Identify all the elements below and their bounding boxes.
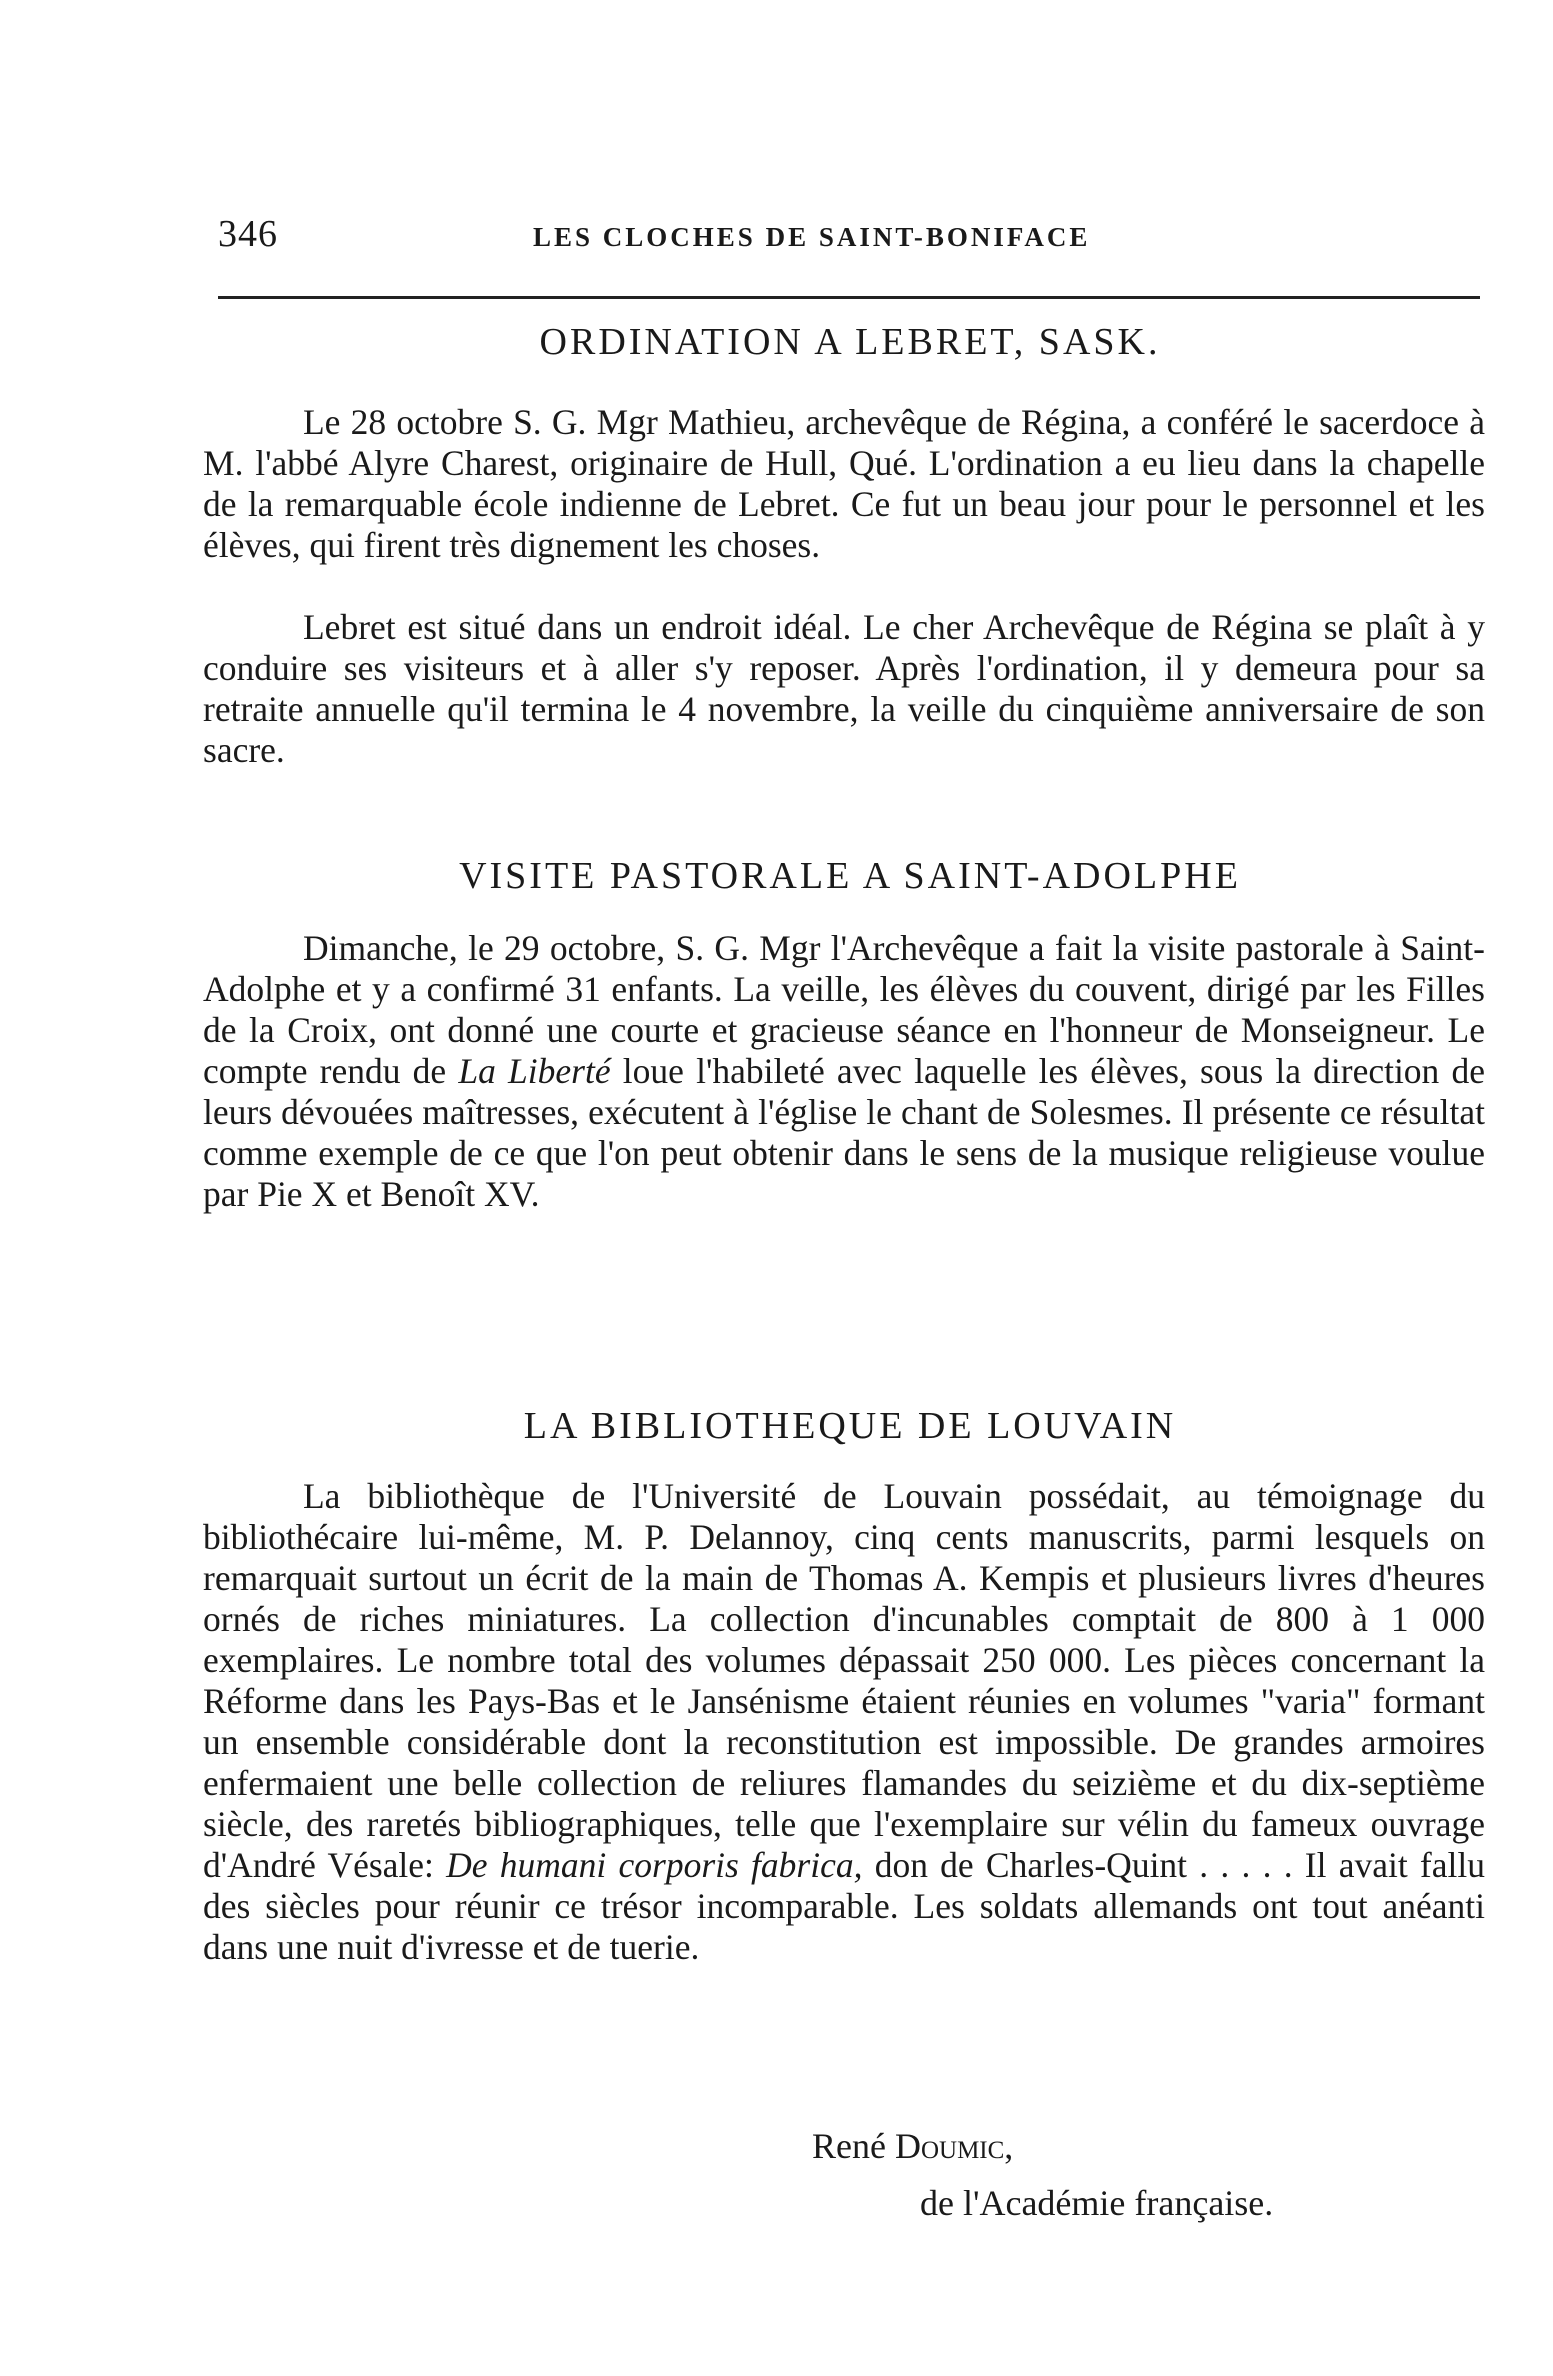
paragraph-lebret-1: Le 28 octobre S. G. Mgr Mathieu, archevêque de Régina, a conféré le sacerdoce à M. l'abbé Alyre Charest, originaire de Hull, Qué. L'ordination a eu lieu dans la chapelle de la remarquable école indienne de Lebret. Ce fut un beau jour pour le personnel et les élèves, qui firent très dignement les choses. xyxy=(203,402,1485,565)
paragraph-lebret-2: Lebret est situé dans un endroit idéal. Le cher Archevêque de Régina se plaît à y conduire ses visiteurs et à aller s'y reposer. Après l'ordination, il y demeura pour sa retraite annuelle qu'il termina le 4 novembre, la veille du cinquième anniversaire de son sacre. xyxy=(203,607,1485,770)
page-header xyxy=(218,212,1478,272)
header-rule xyxy=(218,296,1480,299)
section-heading-louvain: LA BIBLIOTHEQUE DE LOUVAIN xyxy=(523,1404,1177,1447)
paragraph-text: Dimanche, le 29 octobre, S. G. Mgr l'Archevêque a fait la visite pastorale à Saint-Adolphe et y a confirmé 31 enfants. La veille, les élèves du couvent, dirigé par les Filles de la Croix, ont donné une courte et gracieuse séance en l'honneur de Monseigneur. Le compte rendu de xyxy=(203,928,1485,1091)
paragraph-saint-adolphe xyxy=(203,928,1485,1215)
signature-name xyxy=(812,2125,1013,2167)
paragraph-text: La bibliothèque de l'Université de Louvain possédait, au témoignage du bibliothécaire lui-même, M. P. Delannoy, cinq cents manuscrits, parmi lesquels on remarquait surtout un écrit de la main de Thomas A. Kempis et plusieurs livres d'heures ornés de riches miniatures. La collection d'incunables comptait de 800 à 1 000 exemplaires. Le nombre total des volumes dépassait 250 000. Les pièces concernant la Réforme dans les Pays-Bas et le Jansénisme étaient réunies en volumes "varia" formant un ensemble considérable dont la reconstitution est impossible. De grandes armoires enfermaient une belle collection de reliures flamandes du seizième et du dix-septième siècle, des raretés bibliographiques, telle que l'exemplaire sur vélin du fameux ouvrage d'André Vésale: xyxy=(203,1476,1485,1885)
section-heading-lebret: ORDINATION A LEBRET, SASK. xyxy=(539,320,1161,363)
paragraph-text: loue l'habileté avec laquelle les élèves, sous la direction de leurs dévouées maîtresses, exécutent à l'église le chant de Solesmes. Il présente ce résultat comme exemple de ce que l'on peut obtenir dans le sens de la musique religieuse voulue par Pie X et Benoît XV. xyxy=(203,1051,1485,1214)
signature-surname: Doumic, xyxy=(894,2126,1014,2166)
signature-first-name: René xyxy=(812,2126,886,2166)
paragraph-text: don de Charles-Quint . . . . . Il avait fallu des siècles pour réunir ce trésor incomparable. Les soldats allemands ont tout anéanti dans une nuit d'ivresse et de tuerie. xyxy=(203,1845,1485,1967)
newspaper-title: La Liberté xyxy=(458,1051,611,1091)
section-heading-saint-adolphe: VISITE PASTORALE A SAINT-ADOLPHE xyxy=(459,854,1241,897)
book-title: De humani corporis fabrica, xyxy=(446,1845,863,1885)
running-title: LES CLOCHES DE SAINT-BONIFACE xyxy=(533,222,1091,252)
signature-affiliation: de l'Académie française. xyxy=(920,2183,1274,2223)
page-number: 346 xyxy=(218,213,278,255)
paragraph-louvain xyxy=(203,1476,1485,1968)
